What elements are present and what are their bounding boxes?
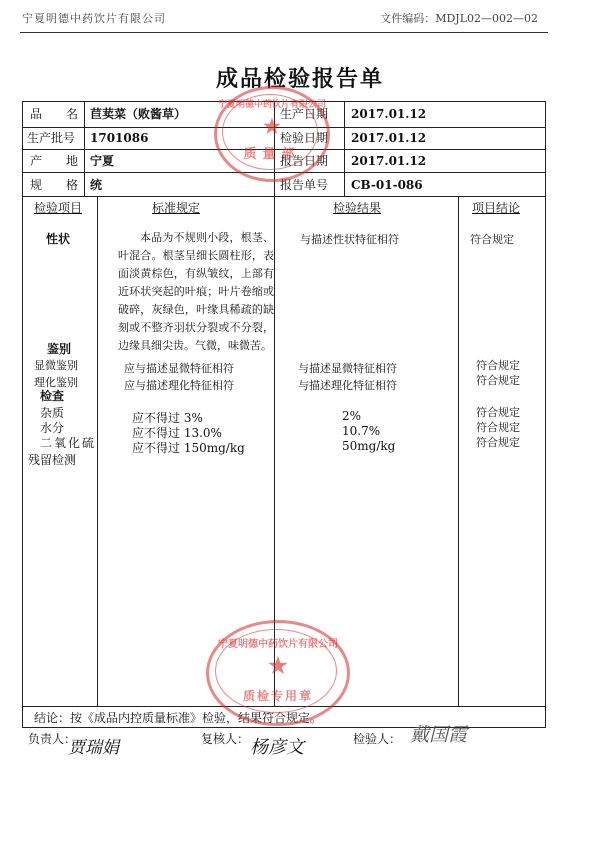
so2-conclusion: 符合规定 — [476, 436, 520, 449]
reviewer-signature: 杨彦文 — [250, 737, 304, 758]
physicochemical-result: 与描述理化特征相符 — [298, 379, 397, 392]
star-icon: ★ — [268, 653, 288, 679]
inspection-seal — [206, 620, 350, 726]
col-divider — [344, 101, 345, 196]
column-header-standard: 标准规定 — [152, 201, 201, 215]
conclusion-text: 结论：按《成品内控质量标准》检验，结果符合规定。 — [34, 711, 323, 725]
trait-standard: 本品为不规则小段，根茎、叶混合。根茎呈细长圆柱形，表面淡黄棕色，有纵皱纹，上部有近环状突起的叶痕；叶片卷缩或破碎，灰绿色，叶缘具稀疏的缺刻或不整齐羽状分裂或不分裂，边缘具细尖齿。气微，味微苦。 — [118, 231, 274, 352]
microscopic-conclusion: 符合规定 — [476, 359, 520, 372]
so2-item: 二氧化硫 — [40, 436, 97, 450]
report-number-value: CB-01-086 — [351, 178, 423, 192]
col-divider — [84, 101, 85, 196]
identification-item: 鉴别 — [47, 342, 72, 356]
inspector-label: 检验人： — [353, 732, 402, 746]
column-header-item: 检验项目 — [34, 201, 83, 215]
physicochemical-item: 理化鉴别 — [34, 376, 78, 389]
seal-ring-text: 宁夏明德中药饮片有限公司 — [217, 100, 326, 110]
report-date-value: 2017.01.12 — [351, 154, 427, 168]
report-number-label: 报告单号 — [280, 178, 329, 192]
seal-center-text: 质检专用章 — [242, 689, 313, 703]
responsible-label: 负责人： — [28, 732, 77, 746]
check-item: 检查 — [40, 389, 65, 403]
trait-conclusion: 符合规定 — [470, 233, 514, 246]
inspector-signature: 戴国霞 — [410, 724, 468, 746]
responsible-signature: 贾瑞娟 — [68, 738, 119, 758]
batch-number-label: 生产批号 — [27, 131, 76, 145]
inspection-date-label: 检验日期 — [280, 131, 329, 145]
trait-result: 与描述性状特征相符 — [300, 233, 399, 246]
microscopic-standard: 应与描述显微特征相符 — [124, 362, 234, 375]
origin-label: 产 地 — [30, 154, 79, 168]
specification-value: 统 — [90, 178, 103, 192]
column-header-result: 检验结果 — [333, 201, 382, 215]
moisture-result: 10.7% — [342, 424, 381, 438]
moisture-conclusion: 符合规定 — [476, 421, 520, 434]
so2-item-line2: 残留检测 — [28, 453, 77, 467]
company-header: 宁夏明德中药饮片有限公司 — [22, 12, 166, 25]
physicochemical-conclusion: 符合规定 — [476, 374, 520, 387]
report-date-label: 报告日期 — [280, 154, 329, 168]
batch-number-value: 1701086 — [90, 131, 149, 145]
seal-center-text: 质量部 — [243, 147, 301, 162]
inspection-date-value: 2017.01.12 — [351, 131, 427, 145]
page-title: 成品检验报告单 — [215, 67, 384, 92]
col-divider — [97, 196, 98, 706]
physicochemical-standard: 应与描述理化特征相符 — [124, 379, 234, 392]
column-header-conclusion: 项目结论 — [472, 201, 521, 215]
trait-item: 性状 — [46, 232, 71, 246]
origin-value: 宁夏 — [90, 154, 115, 168]
product-name-label: 品 名 — [30, 107, 79, 121]
moisture-standard: 应不得过 13.0% — [132, 426, 222, 440]
impurity-standard: 应不得过 3% — [132, 411, 203, 425]
seal-ring-text: 宁夏明德中药饮片有限公司 — [218, 639, 338, 650]
production-date-value: 2017.01.12 — [351, 107, 427, 121]
col-divider — [458, 196, 459, 706]
specification-label: 规 格 — [30, 178, 79, 192]
reviewer-label: 复核人： — [201, 732, 250, 746]
document-number: 文件编码：MDJL02—002—02 — [380, 12, 538, 25]
microscopic-result: 与描述显微特征相符 — [298, 362, 397, 375]
impurity-conclusion: 符合规定 — [476, 406, 520, 419]
so2-result: 50mg/kg — [342, 439, 396, 453]
moisture-item: 水分 — [40, 421, 65, 435]
microscopic-item: 显微鉴别 — [34, 359, 78, 372]
header-divider — [20, 32, 548, 33]
product-name-value: 苣荬菜（败酱草） — [90, 107, 187, 121]
impurity-item: 杂质 — [40, 406, 65, 420]
quality-department-seal — [214, 86, 330, 182]
so2-standard: 应不得过 150mg/kg — [132, 441, 245, 455]
star-icon: ★ — [263, 114, 281, 138]
impurity-result: 2% — [342, 409, 362, 423]
production-date-label: 生产日期 — [280, 107, 329, 121]
